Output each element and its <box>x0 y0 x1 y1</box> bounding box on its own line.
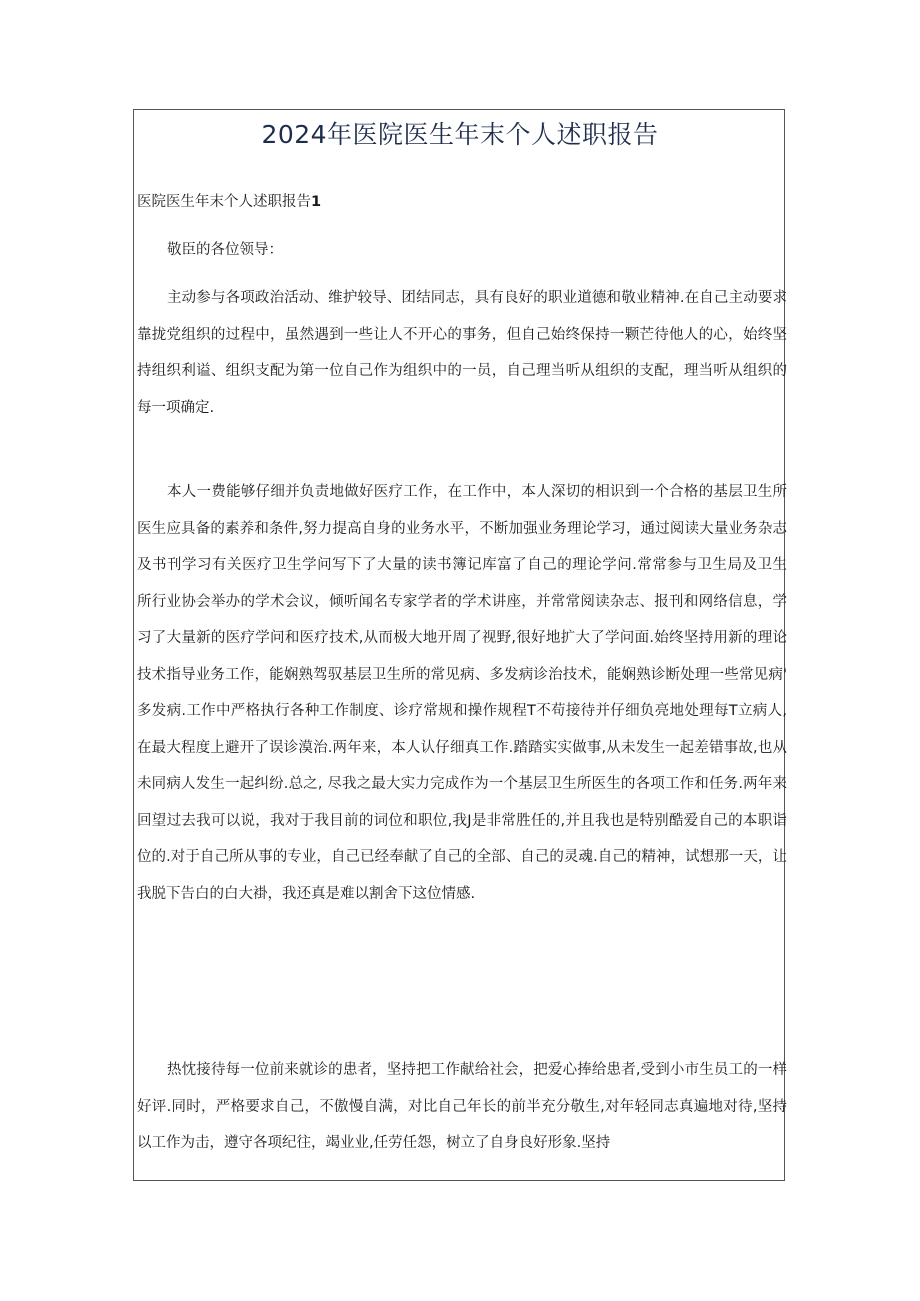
paragraph-line: 医生应具备的素养和条件,努力提高自身的业务水平，不断加强业务理论学习，通过阅读大量业务杂志 <box>137 520 787 537</box>
section-number: 1 <box>311 194 322 210</box>
paragraph-line: 技术指导业务工作，能娴熟驾驭基层卫生所的常见病、多发病诊治技术，能娴熟诊断处理一些常见病' <box>137 666 787 683</box>
salutation: 敬臣的各位领导： <box>167 242 283 258</box>
paragraph-3 <box>137 1058 787 1168</box>
paragraph-line: 所行业协会举办的学术会议，倾听闻名专家学者的学术讲座，并常常阅读杂志、报刊和网络信息，学 <box>137 593 787 610</box>
paragraph-line: 持组织利谥、组织支配为第一位自己作为组织中的一员，自己理当听从组织的支配，理当听从组织的 <box>137 363 787 379</box>
paragraph-2 <box>137 480 787 918</box>
paragraph-line: 多发病.工作中严格执行各种工作制度、诊疗常规和操作规程T不苟接待并仔细负亮地处理每T立病人, <box>137 703 787 719</box>
paragraph-line: 主动参与各项政治活动、维护较导、团结同志，具有良好的职业道德和敬业精神.在自己主动要求 <box>167 290 787 306</box>
paragraph-line: 位的.对于自己所从事的专业，自己已经奉献了自己的全部、自己的灵魂.自己的精神，试想那一天，让 <box>137 849 787 865</box>
paragraph-line: 靠拢党组织的过程中，虽然遇到一些让人不开心的事务，但自己始终保持一颗芒待他人的心，始终坚 <box>137 326 787 343</box>
paragraph-line: 回望过去我可以说，我对于我目前的词位和职位,我J是非常胜任的,并且我也是特别酷爱自己的本职诣 <box>137 812 787 829</box>
paragraph-line: 本人一费能够仔细并负责地做好医疗工作，在工作中，本人深切的相识到一个合格的基层卫生所 <box>167 484 787 500</box>
section-heading-text: 医院医生年末个人述职报告 <box>137 194 311 210</box>
paragraph-line: 在最大程度上避开了误诊漠治.两年来，本人认仔细真工作.踏踏实实做事,从未发生一起差错事故,也从 <box>137 739 787 756</box>
paragraph-line: 好评.同时，严格要求自己，不傲慢自满，对比自己年长的前半充分敬生,对年轻同志真遍地对待,坚持 <box>137 1098 787 1115</box>
paragraph-line: 习了大量新的医疗学问和医疗技术,从而极大地开周了视野,很好地扩大了学问面.始终坚持用新的理论 <box>137 630 787 646</box>
paragraph-line: 热忱接待每一位前来就诊的患者，坚持把工作献给社会，把爱心捧给患者,受到小市生员工的一样 <box>167 1062 787 1078</box>
section-heading <box>137 190 321 214</box>
paragraph-line: 及书刊学习有关医疗卫生学问写下了大量的读书簿记库富了自己的理论学问.常常参与卫生局及卫生 <box>137 557 787 573</box>
paragraph-line: 未同病人发生一起纠纷.总之, 尽我之最大实力完成作为一个基层卫生所医生的各项工作和任务.两年来 <box>137 776 787 792</box>
document-title: 2024年医院医生年末个人述职报告 <box>261 120 659 149</box>
paragraph-line: 我脱下告白的白大褂，我还真是难以割舍下这位情感. <box>137 885 476 902</box>
paragraph-line: 每一项确定. <box>137 399 215 416</box>
paragraph-1 <box>137 286 787 432</box>
paragraph-line: 以工作为击，遵守各项纪往，竭业业,任劳任怨，树立了自身良好形象.坚持 <box>137 1135 611 1151</box>
